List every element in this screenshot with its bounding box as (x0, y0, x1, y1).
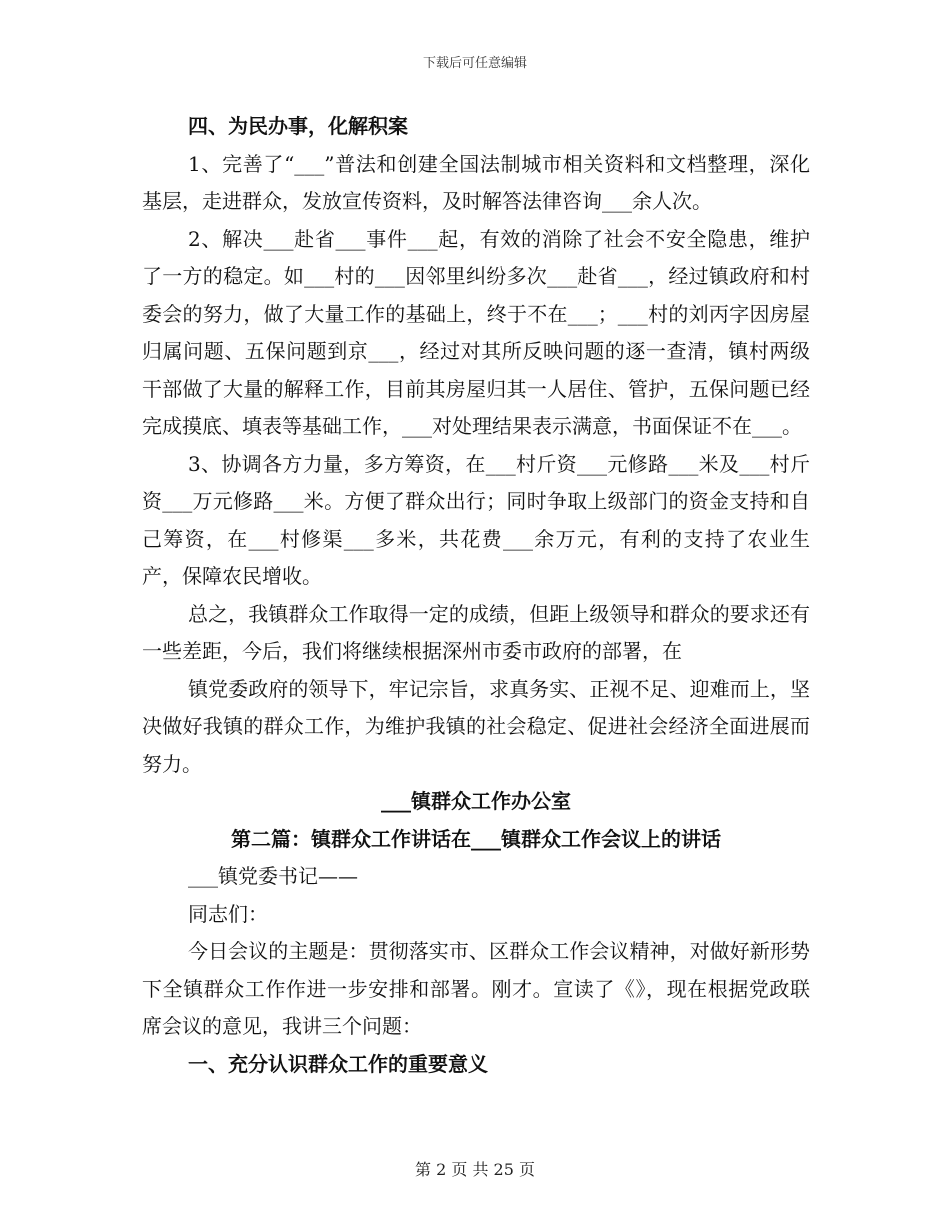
summary-paragraph-1: 总之，我镇群众工作取得一定的成绩，但距上级领导和群众的要求还有一些差距，今后，我们将继续根据深州市委市政府的部署，在 (142, 601, 810, 663)
summary-paragraph-2: 镇党委政府的领导下，牢记宗旨，求真务实、正视不足、迎难而上，坚决做好我镇的群众工作，为维护我镇的社会稳定、促进社会经济全面进展而努力。 (142, 676, 810, 776)
greeting-line: 同志们： (188, 901, 268, 926)
page-number-footer: 第 2 页 共 25 页 (415, 1160, 535, 1179)
subheading-1: 一、充分认识群众工作的重要意义 (188, 1051, 488, 1076)
part-two-title: 第二篇：镇群众工作讲话在___镇群众工作会议上的讲话 (231, 826, 721, 851)
section-heading: 四、为民办事，化解积案 (188, 114, 408, 138)
document-body (142, 108, 810, 1083)
paragraph-item-1: 1、完善了“___”普法和创建全国法制城市相关资料和文档整理，深化基层，走进群众，发放宣传资料，及时解答法律咨询___余人次。 (142, 151, 810, 213)
header-note: 下载后可任意编辑 (422, 56, 527, 71)
speaker-line: ___镇党委书记—— (188, 864, 358, 888)
paragraph-item-3: 3、协调各方力量，多方筹资，在___村斤资___元修路___米及___村斤资___万元修路___米。方便了群众出行；同时争取上级部门的资金支持和自己筹资，在___村修渠___多米，共花费___余万元，有利的支持了农业生产，保障农民增收。 (142, 451, 810, 588)
paragraph-item-2: 2、解决___赴省___事件___起，有效的消除了社会不安全隐患，维护了一方的稳定。如___村的___因邻里纠纷多次___赴省___，经过镇政府和村委会的努力，做了大量工作的基础上，终于不在___；___村的刘丙字因房屋归属问题、五保问题到京___，经过对其所反映问题的逐一查清，镇村两级干部做了大量的解释工作，目前其房屋归其一人居住、管护，五保问题已经完成摸底、填表等基础工作，___对处理结果表示满意，书面保证不在___。 (142, 226, 810, 438)
signature-line: ___镇群众工作办公室 (381, 789, 571, 813)
intro-paragraph: 今日会议的主题是：贯彻落实市、区群众工作会议精神，对做好新形势下全镇群众工作作进一步安排和部署。刚才。宣读了《》，现在根据党政联席会议的意见，我讲三个问题： (142, 939, 810, 1038)
